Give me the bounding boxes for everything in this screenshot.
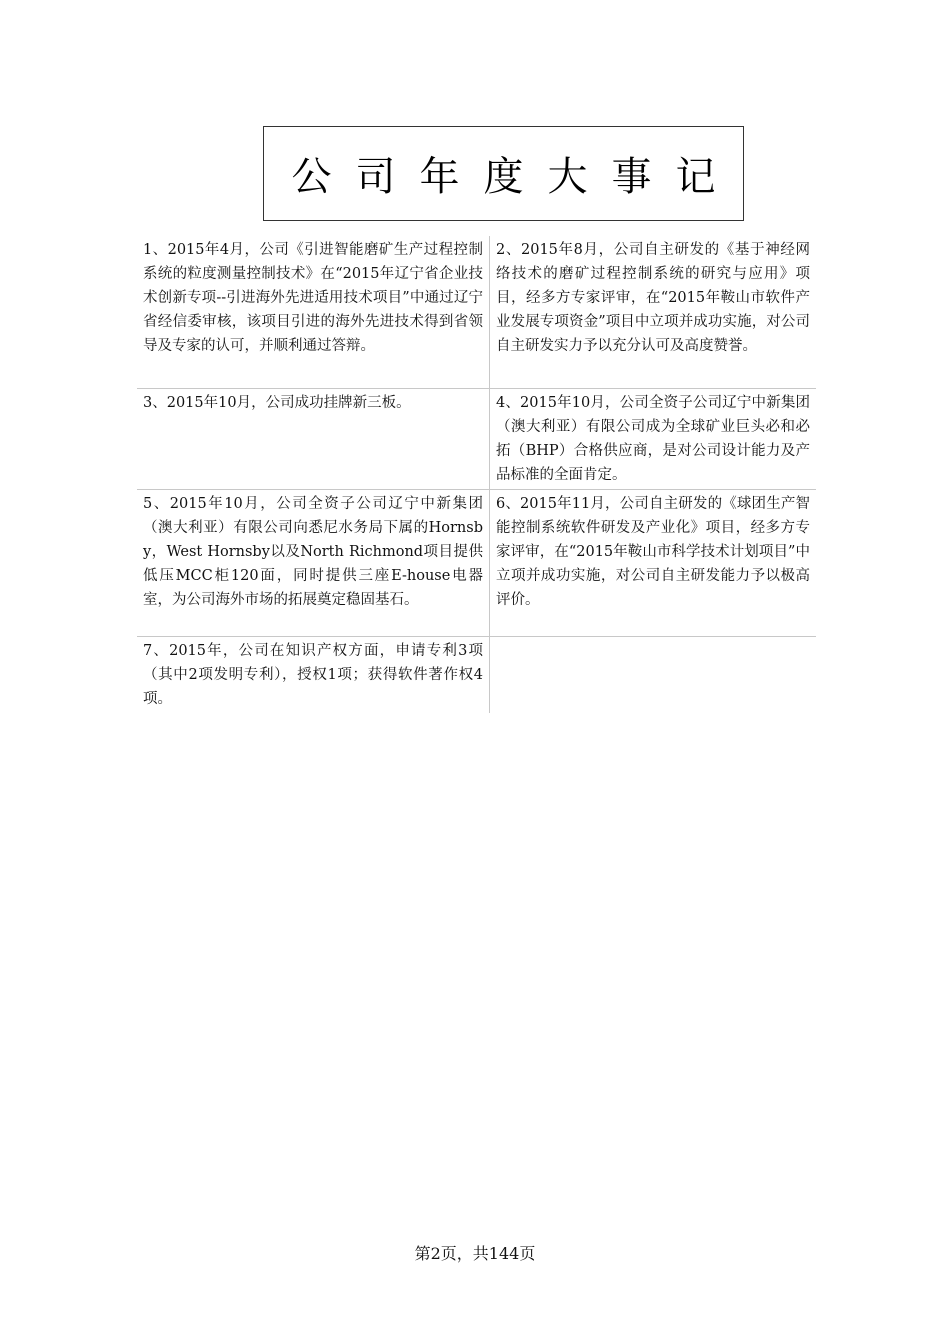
event-item-1: 1、2015年4月，公司《引进智能磨矿生产过程控制系统的粒度测量控制技术》在“2015年辽宁省企业技术创新专项--引进海外先进适用技术项目”中通过辽宁省经信委审核，该项目引进的海外先进技术得到省领导及专家的认可，并顺利通过答辩。 (137, 236, 490, 389)
event-item-7: 7、2015年，公司在知识产权方面，申请专利3项（其中2项发明专利），授权1项；获得软件著作权4项。 (137, 637, 490, 714)
event-item-6: 6、2015年11月，公司自主研发的《球团生产智能控制系统软件研发及产业化》项目，经多方专家评审，在“2015年鞍山市科学技术计划项目”中立项并成功实施，对公司自主研发能力予以极高评价。 (490, 490, 817, 637)
title-box (263, 126, 744, 221)
table-row (137, 490, 816, 637)
table-row (137, 236, 816, 389)
event-item-3: 3、2015年10月，公司成功挂牌新三板。 (137, 389, 490, 490)
event-item-2: 2、2015年8月，公司自主研发的《基于神经网络技术的磨矿过程控制系统的研究与应用》项目，经多方专家评审，在“2015年鞍山市软件产业发展专项资金”项目中立项并成功实施，对公司自主研发实力予以充分认可及高度赞誉。 (490, 236, 817, 389)
event-item-4: 4、2015年10月，公司全资子公司辽宁中新集团（澳大利亚）有限公司成为全球矿业巨头必和必拓（BHP）合格供应商，是对公司设计能力及产品标准的全面肯定。 (490, 389, 817, 490)
page-number: 第2页，共144页 (414, 1244, 536, 1263)
table-row (137, 637, 816, 714)
page-title: 公司年度大事记 (291, 154, 740, 200)
empty-cell (490, 637, 817, 714)
events-table (137, 236, 816, 713)
table-row (137, 389, 816, 490)
event-item-5: 5、2015年10月，公司全资子公司辽宁中新集团（澳大利亚）有限公司向悉尼水务局下属的Hornsby，West Hornsby以及North Richmond项目提供低压MCC柜120面，同时提供三座E-house电器室，为公司海外市场的拓展奠定稳固基石。 (137, 490, 490, 637)
